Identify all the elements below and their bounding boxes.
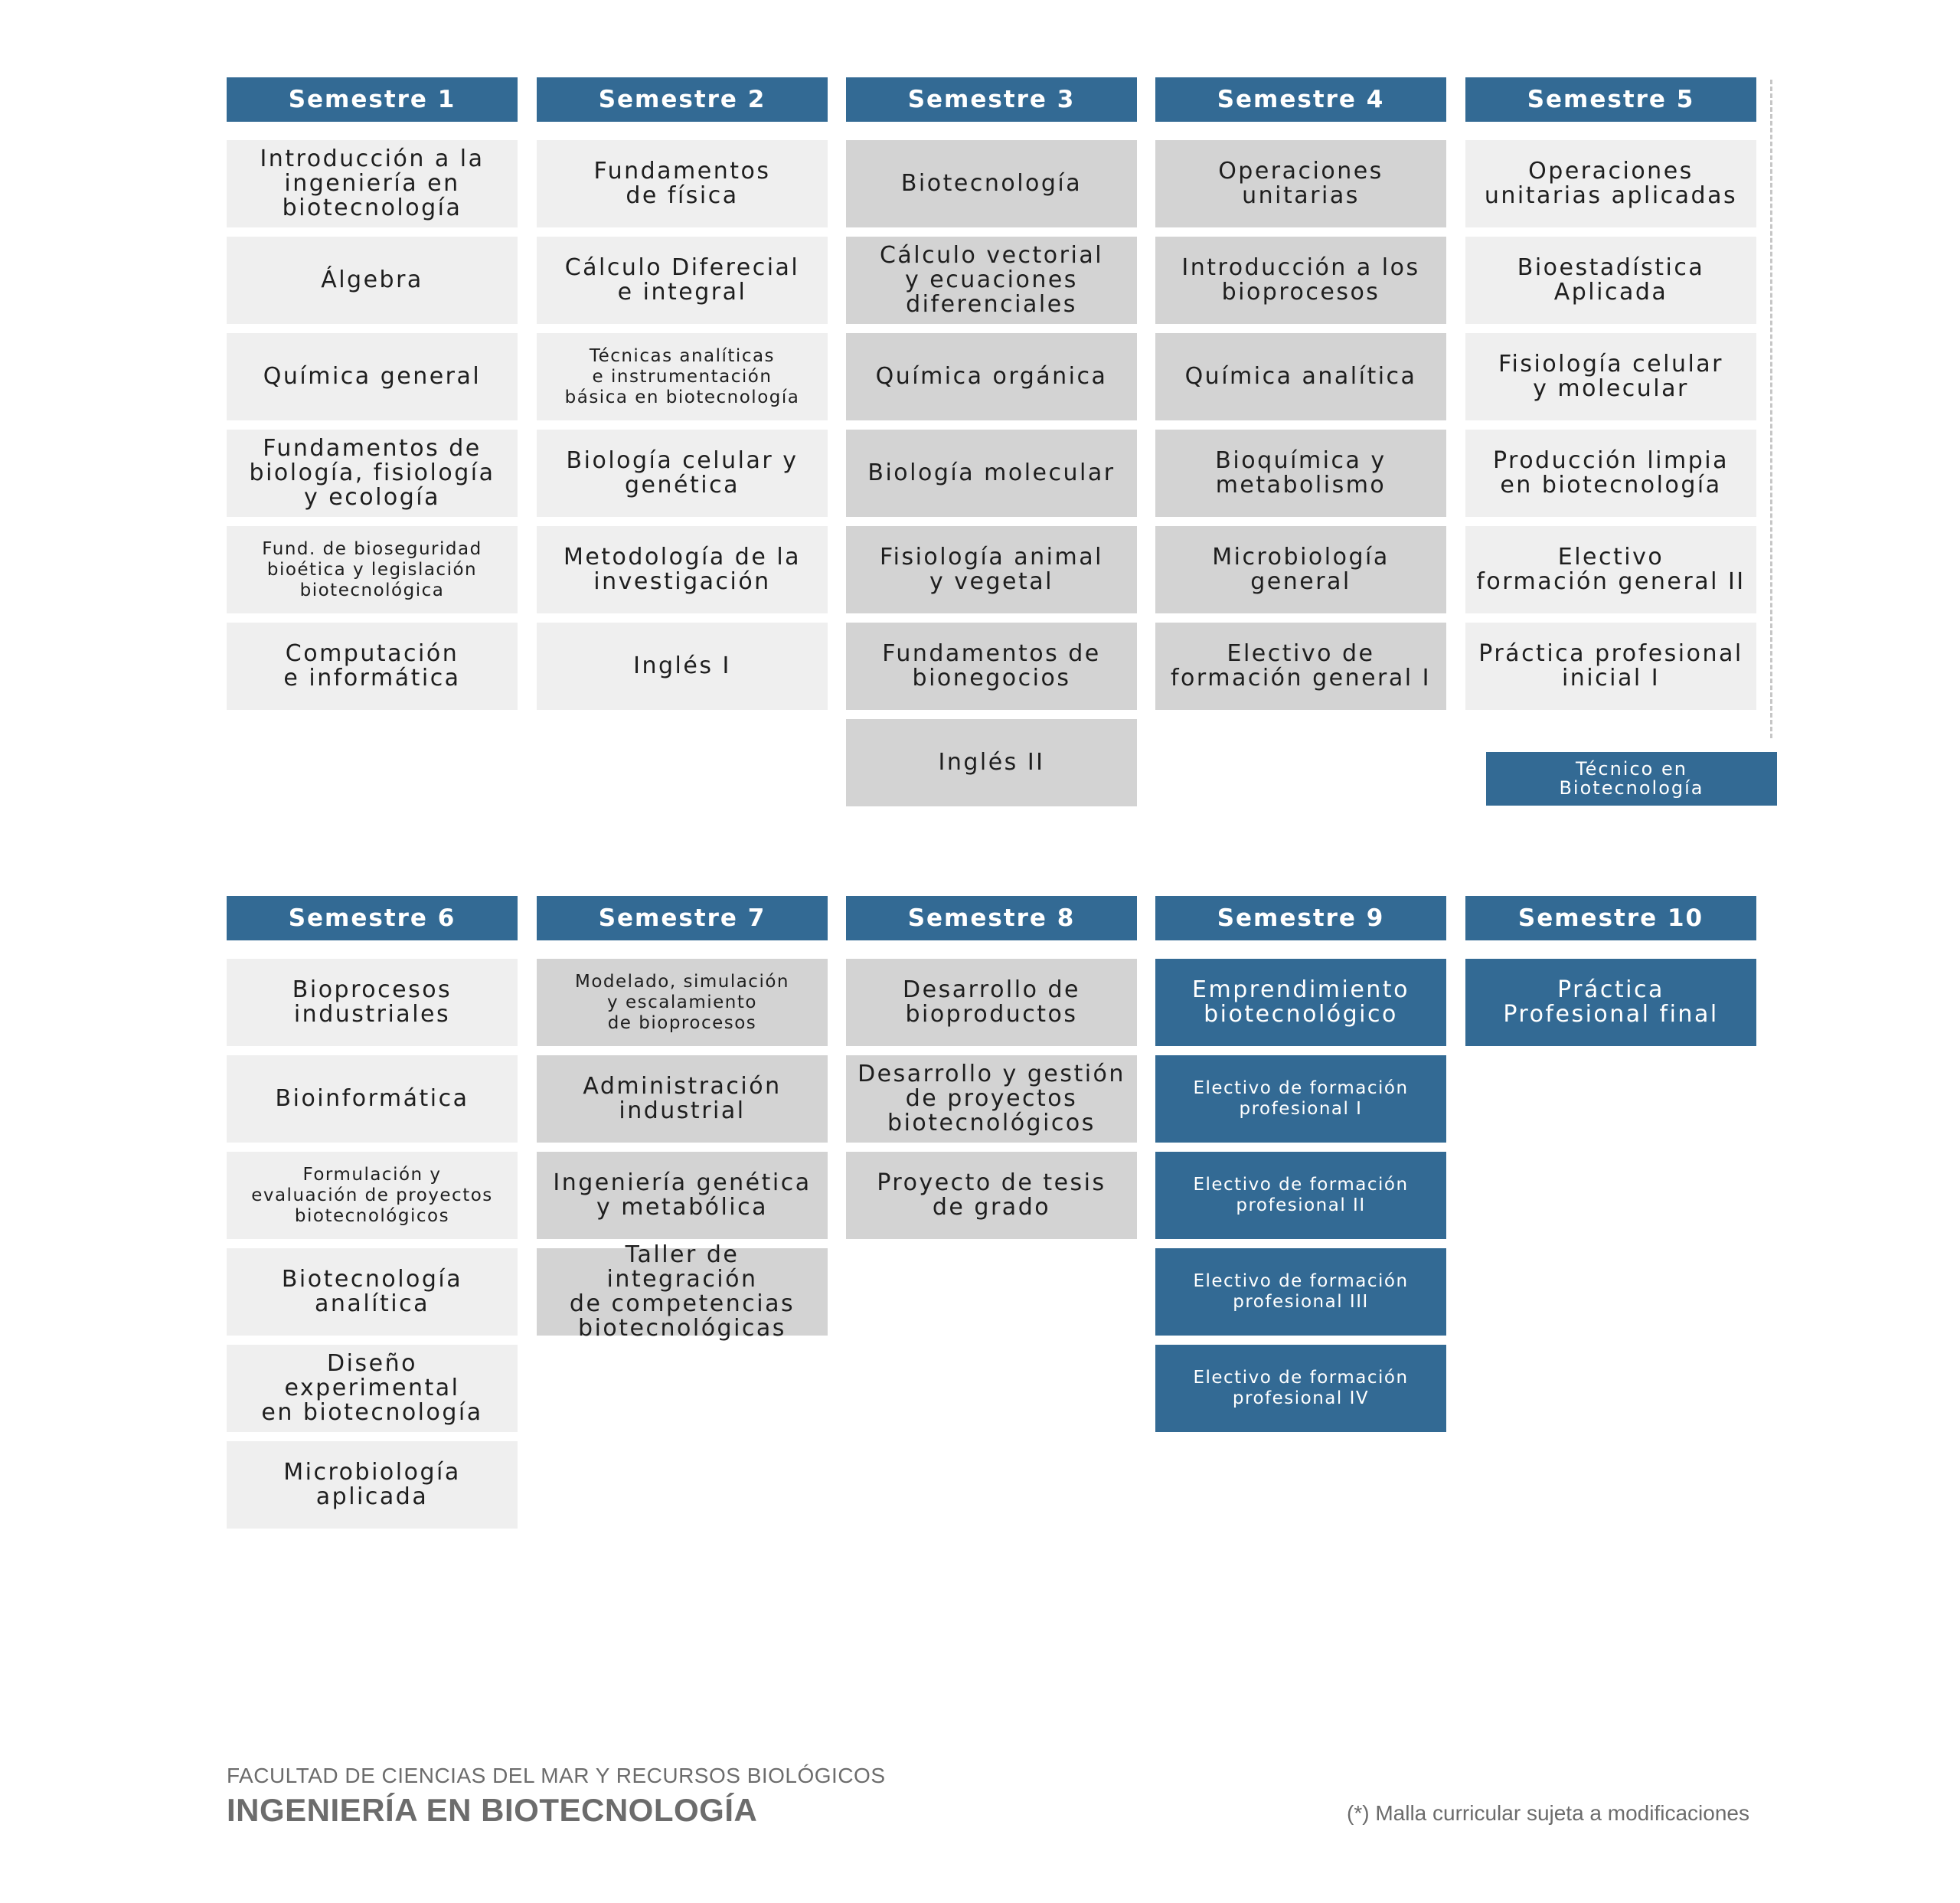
course-box: Producción limpia en biotecnología [1465, 430, 1756, 517]
course-box: Fisiología animal y vegetal [846, 526, 1137, 613]
course-box: Química orgánica [846, 333, 1137, 420]
semester-4-column [1155, 77, 1446, 719]
course-box: Cálculo Diferecial e integral [537, 237, 828, 324]
tecnico-divider [1770, 80, 1772, 738]
course-box: Fundamentos de bionegocios [846, 623, 1137, 710]
course-box: Formulación y evaluación de proyectos biotecnológicos [227, 1152, 518, 1239]
faculty-name: FACULTAD DE CIENCIAS DEL MAR Y RECURSOS BIOLÓGICOS [227, 1764, 886, 1787]
semester-header: Semestre 3 [846, 77, 1137, 122]
course-box: Microbiología aplicada [227, 1441, 518, 1529]
course-box: Bioestadística Aplicada [1465, 237, 1756, 324]
course-box: Bioprocesos industriales [227, 959, 518, 1046]
course-box: Metodología de la investigación [537, 526, 828, 613]
course-box: Operaciones unitarias [1155, 140, 1446, 227]
semester-header: Semestre 6 [227, 896, 518, 940]
course-list [537, 959, 828, 1342]
course-box: Biotecnología analítica [227, 1248, 518, 1336]
course-box: Introducción a los bioprocesos [1155, 237, 1446, 324]
semester-header: Semestre 8 [846, 896, 1137, 940]
course-box: Electivo de formación profesional I [1155, 1055, 1446, 1143]
disclaimer-note: (*) Malla curricular sujeta a modificaciones [1347, 1801, 1749, 1825]
course-box: Inglés I [537, 623, 828, 710]
course-box: Álgebra [227, 237, 518, 324]
semester-9-column [1155, 896, 1446, 1441]
semester-5-column [1465, 77, 1756, 719]
course-box: Emprendimiento biotecnológico [1155, 959, 1446, 1046]
semester-6-column [227, 896, 518, 1538]
semester-10-column [1465, 896, 1756, 1055]
course-box: Biología molecular [846, 430, 1137, 517]
semester-3-column [846, 77, 1137, 816]
course-box: Práctica Profesional final [1465, 959, 1756, 1046]
semester-header: Semestre 2 [537, 77, 828, 122]
course-box: Técnicas analíticas e instrumentación básica en biotecnología [537, 333, 828, 420]
course-box: Bioquímica y metabolismo [1155, 430, 1446, 517]
course-box: Administración industrial [537, 1055, 828, 1143]
course-box: Química general [227, 333, 518, 420]
course-box: Biotecnología [846, 140, 1137, 227]
course-box: Modelado, simulación y escalamiento de bioprocesos [537, 959, 828, 1046]
semester-1-column [227, 77, 518, 719]
course-list [537, 140, 828, 710]
course-list [846, 959, 1137, 1239]
course-box: Electivo de formación profesional IV [1155, 1345, 1446, 1432]
program-name: INGENIERÍA EN BIOTECNOLOGÍA [227, 1792, 758, 1828]
semester-2-column [537, 77, 828, 719]
course-box: Computación e informática [227, 623, 518, 710]
course-box: Fundamentos de física [537, 140, 828, 227]
semester-header: Semestre 7 [537, 896, 828, 940]
course-box: Electivo de formación profesional III [1155, 1248, 1446, 1336]
semester-8-column [846, 896, 1137, 1248]
course-box: Inglés II [846, 719, 1137, 806]
course-box: Química analítica [1155, 333, 1446, 420]
tecnico-badge: Técnico en Biotecnología [1486, 752, 1777, 806]
course-box: Operaciones unitarias aplicadas [1465, 140, 1756, 227]
course-box: Electivo formación general II [1465, 526, 1756, 613]
course-box: Fundamentos de biología, fisiología y ecología [227, 430, 518, 517]
course-box: Diseño experimental en biotecnología [227, 1345, 518, 1432]
course-list [1155, 140, 1446, 710]
course-box: Taller de integración de competencias biotecnológicas [537, 1248, 828, 1336]
course-box: Práctica profesional inicial I [1465, 623, 1756, 710]
course-box: Ingeniería genética y metabólica [537, 1152, 828, 1239]
course-box: Biología celular y genética [537, 430, 828, 517]
semester-7-column [537, 896, 828, 1345]
course-box: Desarrollo y gestión de proyectos biotecnológicos [846, 1055, 1137, 1143]
semester-header: Semestre 4 [1155, 77, 1446, 122]
course-box: Fisiología celular y molecular [1465, 333, 1756, 420]
course-list [1465, 140, 1756, 710]
semester-header: Semestre 1 [227, 77, 518, 122]
course-box: Fund. de bioseguridad bioética y legislación biotecnológica [227, 526, 518, 613]
semester-header: Semestre 5 [1465, 77, 1756, 122]
course-list [1465, 959, 1756, 1046]
course-box: Bioinformática [227, 1055, 518, 1143]
course-box: Microbiología general [1155, 526, 1446, 613]
course-list [1155, 959, 1446, 1432]
course-list [227, 959, 518, 1529]
course-box: Desarrollo de bioproductos [846, 959, 1137, 1046]
course-box: Introducción a la ingeniería en biotecnología [227, 140, 518, 227]
course-list [846, 140, 1137, 806]
course-box: Electivo de formación general I [1155, 623, 1446, 710]
semester-header: Semestre 10 [1465, 896, 1756, 940]
course-box: Electivo de formación profesional II [1155, 1152, 1446, 1239]
course-box: Proyecto de tesis de grado [846, 1152, 1137, 1239]
course-box: Cálculo vectorial y ecuaciones diferenciales [846, 237, 1137, 324]
semester-header: Semestre 9 [1155, 896, 1446, 940]
course-list [227, 140, 518, 710]
